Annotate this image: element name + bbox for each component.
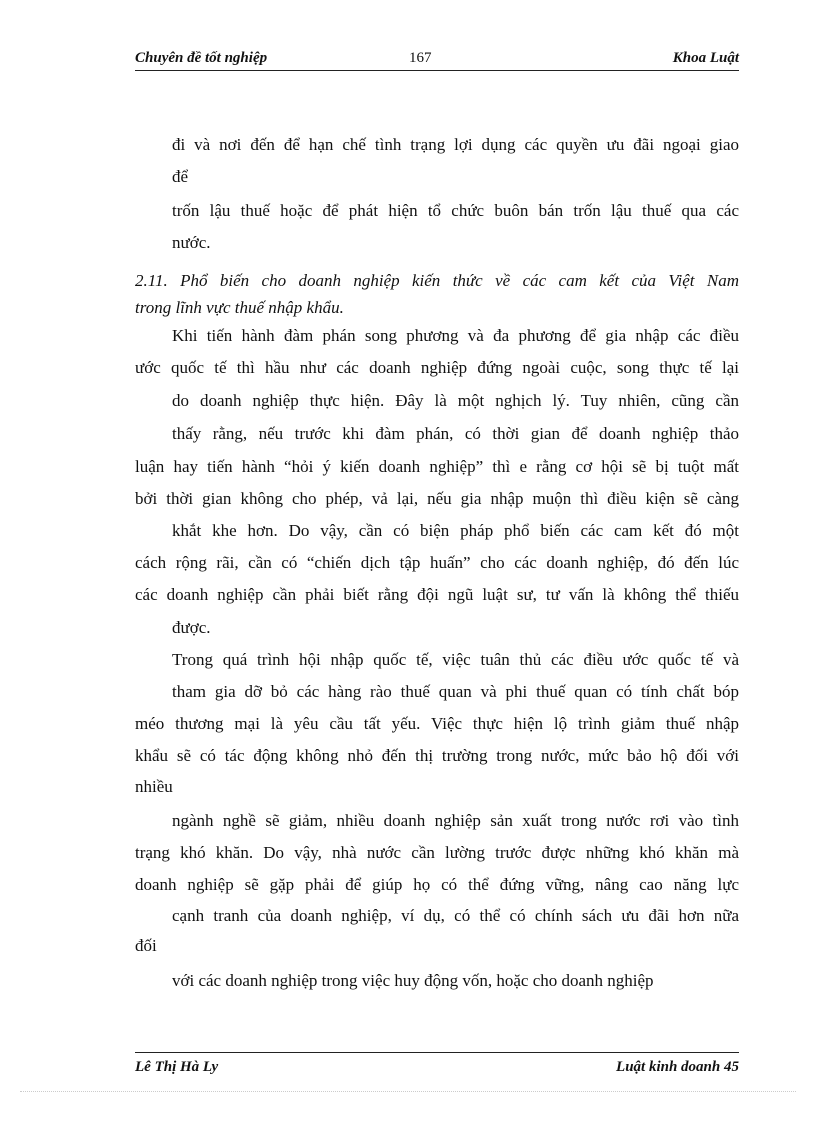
footer-class: Luật kinh doanh 45	[616, 1059, 739, 1075]
text-line: để	[172, 167, 189, 186]
text-line: cạnh tranh của doanh nghiệp, ví dụ, có thể có chính sách ưu đãi hơn nữa	[172, 906, 739, 925]
text-line: nhiều	[135, 777, 173, 796]
text-line: trạng khó khăn. Do vậy, nhà nước cần lường trước được những khó khăn mà	[135, 843, 739, 862]
page-number: 167	[409, 50, 432, 66]
page-edge-divider	[20, 1091, 796, 1092]
text-line: tham gia dỡ bỏ các hàng rào thuế quan và phi thuế quan có tính chất bóp	[172, 682, 739, 701]
text-line: đối	[135, 936, 157, 955]
text-line: đi và nơi đến để hạn chế tình trạng lợi dụng các quyền ưu đãi ngoại giao	[172, 135, 739, 154]
text-line: ngành nghề sẽ giảm, nhiều doanh nghiệp sản xuất trong nước rơi vào tình	[172, 811, 739, 830]
text-line: Trong quá trình hội nhập quốc tế, việc tuân thủ các điều ước quốc tế và	[172, 650, 739, 669]
text-line: khắt khe hơn. Do vậy, cần có biện pháp phổ biến các cam kết đó một	[172, 521, 739, 540]
page-header	[135, 48, 739, 71]
text-line: cách rộng rãi, cần có “chiến dịch tập huấn” cho các doanh nghiệp, đó đến lúc	[135, 553, 739, 572]
text-line: do doanh nghiệp thực hiện. Đây là một nghịch lý. Tuy nhiên, cũng cần	[172, 391, 739, 410]
text-line: ước quốc tế thì hầu như các doanh nghiệp đứng ngoài cuộc, song thực tế lại	[135, 358, 739, 377]
section-heading: trong lĩnh vực thuế nhập khẩu.	[135, 298, 344, 317]
text-line: thấy rằng, nếu trước khi đàm phán, có thời gian để doanh nghiệp thảo	[172, 424, 739, 443]
header-faculty: Khoa Luật	[672, 50, 739, 66]
text-line: các doanh nghiệp cần phải biết rằng đội ngũ luật sư, tư vấn là không thể thiếu	[135, 585, 739, 604]
text-line: được.	[172, 618, 211, 637]
text-line: méo thương mại là yêu cầu tất yếu. Việc thực hiện lộ trình giảm thuế nhập	[135, 714, 739, 733]
section-heading: 2.11. Phổ biến cho doanh nghiệp kiến thức về các cam kết của Việt Nam	[135, 271, 739, 290]
text-line: doanh nghiệp sẽ gặp phải để giúp họ có thể đứng vững, nâng cao năng lực	[135, 875, 739, 894]
text-line: Khi tiến hành đàm phán song phương và đa phương để gia nhập các điều	[172, 326, 739, 345]
text-line: bởi thời gian không cho phép, vả lại, nếu gia nhập muộn thì điều kiện sẽ càng	[135, 489, 739, 508]
text-line: nước.	[172, 233, 211, 252]
text-line: luận hay tiến hành “hỏi ý kiến doanh nghiệp” thì e rằng cơ hội sẽ bị tuột mất	[135, 457, 739, 476]
page-footer	[135, 1052, 739, 1081]
text-line: khẩu sẽ có tác động không nhỏ đến thị trường trong nước, mức bảo hộ đối với	[135, 746, 739, 765]
footer-author: Lê Thị Hà Ly	[135, 1059, 219, 1075]
header-title: Chuyên đề tốt nghiệp	[135, 50, 268, 66]
text-line: với các doanh nghiệp trong việc huy động vốn, hoặc cho doanh nghiệp	[172, 971, 654, 990]
text-line: trốn lậu thuế hoặc để phát hiện tổ chức buôn bán trốn lậu thuế qua các	[172, 201, 739, 220]
